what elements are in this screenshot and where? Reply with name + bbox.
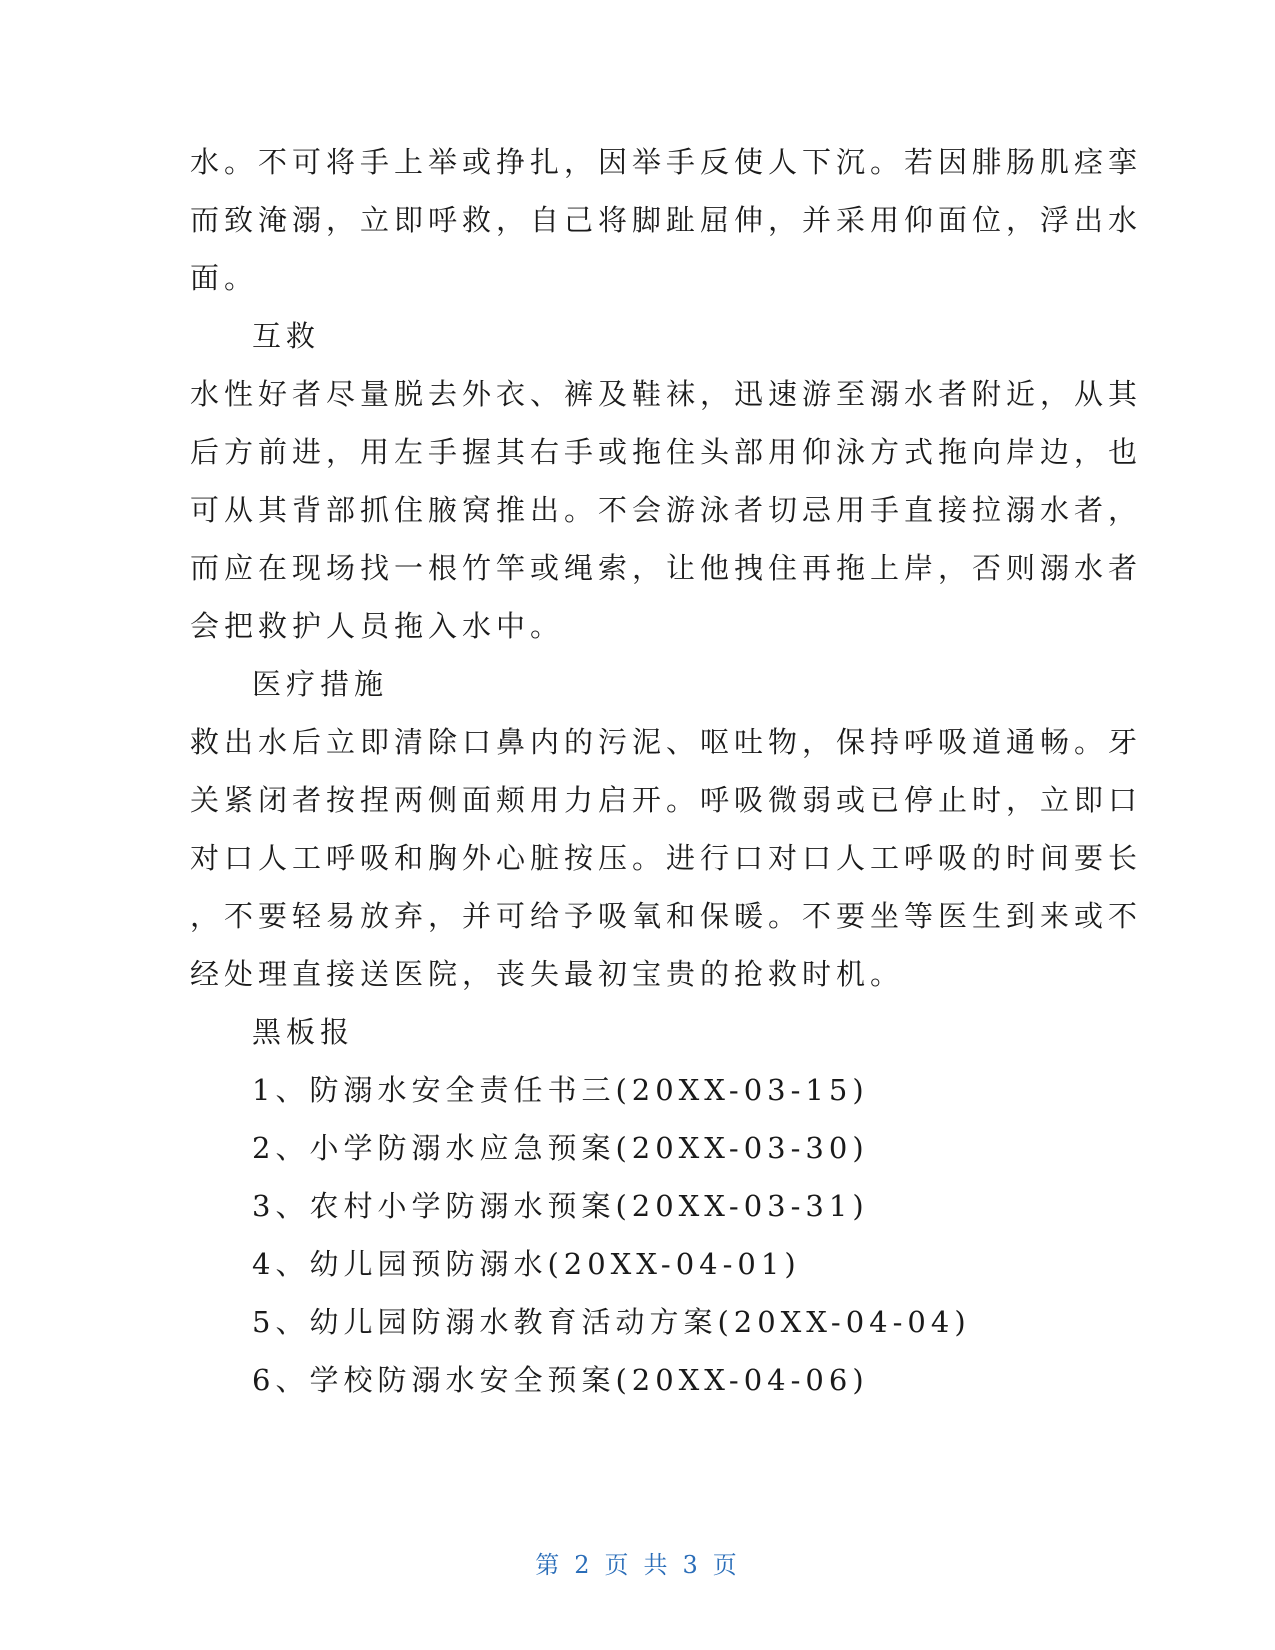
footer-prefix: 第 [535,1551,563,1579]
page-footer [0,1545,1275,1580]
list-item[interactable]: 4、幼儿园预防溺水(20XX-04-01) [252,1247,801,1281]
paragraph-line: 而致淹溺，立即呼救，自己将脚趾屈伸，并采用仰面位，浮出水 [190,203,1143,237]
paragraph-line: ，不要轻易放弃，并可给予吸氧和保暖。不要坐等医生到来或不 [190,899,1143,933]
section-heading-medical: 医疗措施 [252,667,389,701]
paragraph-line: 水。不可将手上举或挣扎，因举手反使人下沉。若因腓肠肌痉挛 [190,145,1143,179]
paragraph-line: 经处理直接送医院，丧失最初宝贵的抢救时机。 [190,957,905,991]
paragraph-line: 水性好者尽量脱去外衣、裤及鞋袜，迅速游至溺水者附近，从其 [190,377,1143,411]
list-item[interactable]: 1、防溺水安全责任书三(20XX-03-15) [252,1073,869,1107]
footer-suffix: 页 [712,1551,740,1579]
paragraph-line: 会把救护人员拖入水中。 [190,609,565,643]
paragraph-line: 对口人工呼吸和胸外心脏按压。进行口对口人工呼吸的时间要长 [190,841,1143,875]
paragraph-line: 后方前进，用左手握其右手或拖住头部用仰泳方式拖向岸边，也 [190,435,1143,469]
section-heading-blackboard: 黑板报 [252,1015,355,1049]
list-item[interactable]: 3、农村小学防溺水预案(20XX-03-31) [252,1189,869,1223]
list-item[interactable]: 2、小学防溺水应急预案(20XX-03-30) [252,1131,869,1165]
paragraph-line: 而应在现场找一根竹竿或绳索，让他拽住再拖上岸，否则溺水者 [190,551,1143,585]
footer-page-word: 页 [604,1551,632,1579]
paragraph-line: 可从其背部抓住腋窝推出。不会游泳者切忌用手直接拉溺水者， [190,493,1143,527]
current-page-number: 2 [574,1551,593,1579]
list-item[interactable]: 6、学校防溺水安全预案(20XX-04-06) [252,1363,869,1397]
paragraph-line: 关紧闭者按捏两侧面颊用力启开。呼吸微弱或已停止时，立即口 [190,783,1143,817]
paragraph-line: 救出水后立即清除口鼻内的污泥、呕吐物，保持呼吸道通畅。牙 [190,725,1143,759]
footer-total-word: 共 [643,1551,671,1579]
list-item[interactable]: 5、幼儿园防溺水教育活动方案(20XX-04-04) [252,1305,971,1339]
total-page-number: 3 [682,1551,701,1579]
paragraph-line: 面。 [190,261,259,295]
section-heading-mutual-rescue: 互救 [252,319,321,353]
